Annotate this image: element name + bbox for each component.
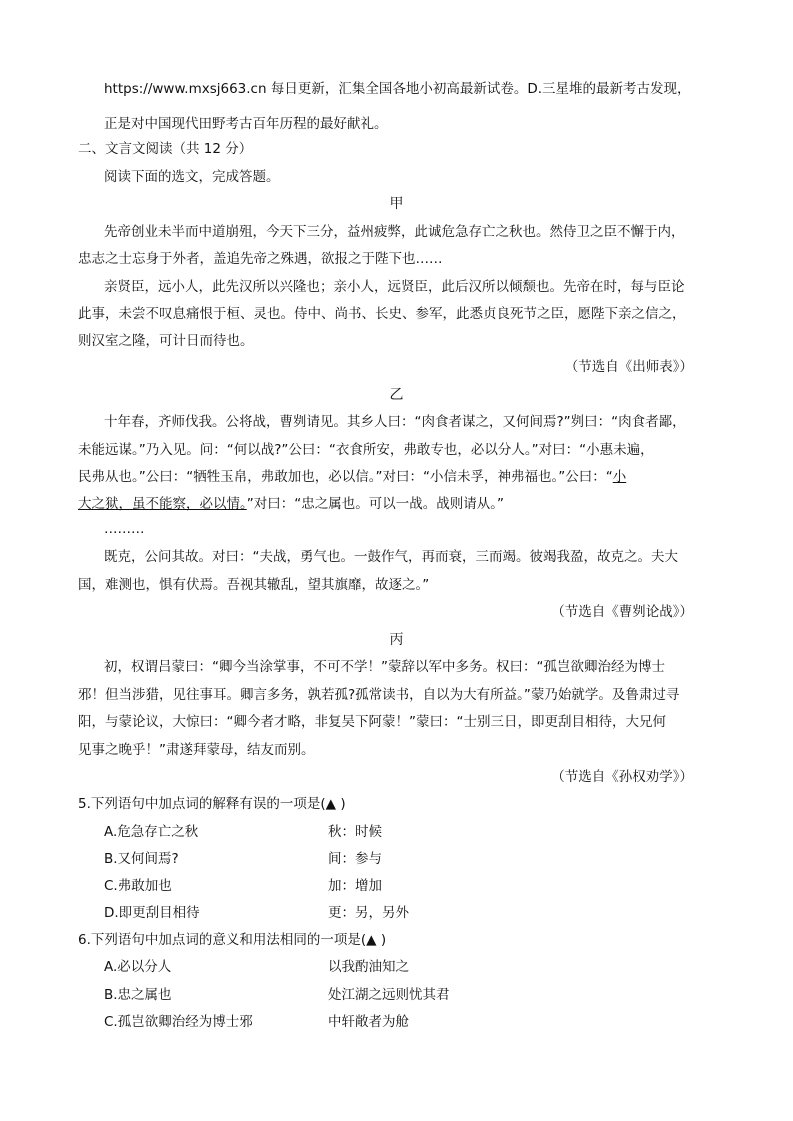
- passage-jia-line: 先帝创业未半而中道崩殂，今天下三分，益州疲弊，此诚危急存亡之秋也。然侍卫之臣不懈于内，: [104, 224, 685, 240]
- q6-option-left: B.忠之属也: [104, 987, 172, 1003]
- passage-bing-source: （节选自《孙权劝学》）: [551, 769, 693, 785]
- passage-bing-title: 丙: [389, 632, 404, 648]
- q6-option-left: A.必以分人: [104, 959, 172, 975]
- passage-jia-line: 忠志之士忘身于外者，盖追先帝之殊遇，欲报之于陛下也……: [78, 251, 443, 267]
- section-heading: 二、文言文阅读（共 12 分）: [78, 141, 253, 157]
- q5-option-left: C.弗敢加也: [104, 878, 172, 894]
- passage-jia-line: 则汉室之隆，可计日而待也。: [78, 333, 254, 349]
- q5-option-right: 间：参与: [328, 851, 382, 867]
- q6-option-right: 以我酌油知之: [328, 959, 409, 975]
- intro-line-2: 正是对中国现代田野考古百年历程的最好献礼。: [104, 116, 388, 132]
- intro-line-1: https://www.mxsj663.cn 每日更新，汇集全国各地小初高最新试卷。D.三星堆的最新考古发现，: [104, 81, 691, 97]
- q6-option-left: C.孤岂欲卿治经为博士邪: [104, 1014, 253, 1030]
- passage-yi-line: 既克，公问其故。对曰：“夫战，勇气也。一鼓作气，再而衰，三而竭。彼竭我盈，故克之。夫大: [104, 549, 678, 565]
- passage-yi-line: [78, 468, 626, 486]
- passage-yi-title: 乙: [389, 387, 404, 403]
- passage-yi-ellipsis: ………: [104, 521, 145, 537]
- passage-yi-line: 未能远谋。”乃入见。问：“何以战?”公曰：“衣食所安，弗敢专也，必以分人。”对曰：“小惠未遍，: [78, 442, 654, 458]
- passage-yi-line: 十年春，齐师伐我。公将战，曹刿请见。其乡人曰：“肉食者谋之，又何间焉?”刿曰：“肉食者鄙，: [104, 414, 686, 430]
- passage-bing-line: 初，权谓吕蒙曰：“卿今当涂掌事，不可不学！”蒙辞以军中多务。权曰：“孤岂欲卿治经为博士: [104, 659, 665, 675]
- passage-yi-line: 国，难测也，惧有伏焉。吾视其辙乱，望其旗靡，故逐之。”: [78, 577, 430, 593]
- passage-yi-source: （节选自《曹刿论战》）: [551, 604, 693, 620]
- underlined-sentence-start: 小: [612, 469, 627, 485]
- passage-bing-line: 见事之晚乎！”肃遂拜蒙母，结友而别。: [78, 742, 315, 758]
- q6-option-right: 处江湖之远则忧其君: [328, 987, 450, 1003]
- q5-option-right: 加：增加: [328, 878, 382, 894]
- passage-jia-line: 亲贤臣，远小人，此先汉所以兴隆也；亲小人，远贤臣，此后汉所以倾颓也。先帝在时，每与臣论: [104, 279, 685, 295]
- q6-option-right: 中轩敞者为舱: [328, 1014, 409, 1030]
- q5-option-right: 更：另，另外: [328, 905, 409, 921]
- passage-yi-line-text: 民弗从也。”公曰：“牺牲玉帛，弗敢加也，必以信。”对曰：“小信未孚，神弗福也。”公曰：“: [78, 469, 613, 485]
- section-instruction: 阅读下面的选文，完成答题。: [104, 169, 280, 185]
- passage-jia-source: （节选自《出师表》）: [564, 359, 693, 375]
- question-6-stem: 6.下列语句中加点词的意义和用法相同的一项是(▲ ): [78, 932, 387, 948]
- q5-option-left: D.即更刮目相待: [104, 905, 200, 921]
- passage-bing-line: 邪！但当涉猎，见往事耳。卿言多务，孰若孤?孤常读书，自以为大有所益。”蒙乃始就学。及鲁肃过寻: [78, 687, 680, 703]
- passage-yi-line: [78, 495, 504, 513]
- question-5-stem: 5.下列语句中加点词的解释有误的一项是(▲ ): [78, 796, 346, 812]
- underlined-sentence: 大之狱，虽不能察，必以情。: [78, 496, 247, 512]
- q5-option-left: A.危急存亡之秋: [104, 824, 199, 840]
- passage-yi-line-text: ”对曰：“忠之属也。可以一战。战则请从。”: [246, 496, 504, 512]
- passage-jia-title: 甲: [389, 196, 404, 212]
- passage-bing-line: 阳，与蒙论议，大惊曰：“卿今者才略，非复吴下阿蒙！”蒙曰：“士别三日，即更刮目相待，大兄何: [78, 714, 666, 730]
- q5-option-left: B.又何间焉?: [104, 851, 179, 867]
- q5-option-right: 秋：时候: [328, 824, 382, 840]
- passage-jia-line: 此事，未尝不叹息痛恨于桓、灵也。侍中、尚书、长史、参军，此悉贞良死节之臣，愿陛下亲之信之，: [78, 306, 686, 322]
